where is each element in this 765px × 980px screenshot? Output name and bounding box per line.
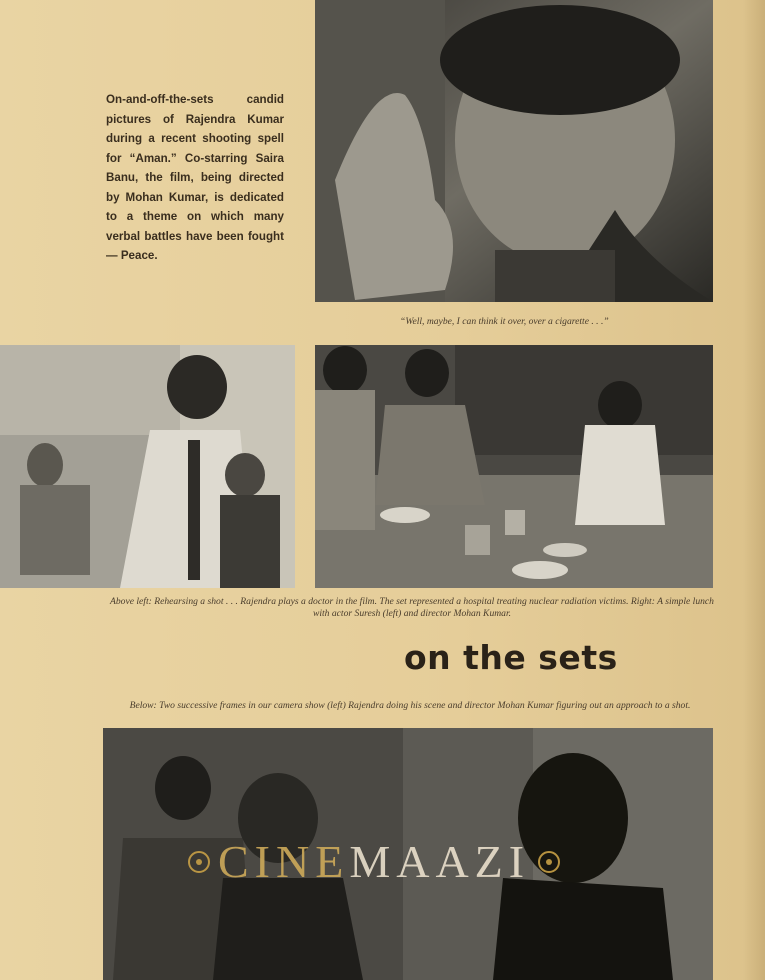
watermark-logo xyxy=(180,835,590,888)
intro-paragraph: On-and-off-the-sets candid pictures of Rajendra Kumar during a recent shooting spell for “Aman.” Co-starring Saira Banu, the film, being directed by Mohan Kumar, is dedicated to a theme on which many verbal battles have been fought — Peace. xyxy=(106,93,284,262)
watermark-maazi: MAAZI xyxy=(349,836,531,887)
film-reel-icon xyxy=(188,851,210,873)
caption-top: “Well, maybe, I can think it over, over a cigarette . . .” xyxy=(400,316,609,327)
caption-middle: Above left: Rehearsing a shot . . . Rajendra plays a doctor in the film. The set represented a hospital treating nuclear radiation victims. Right: A simple lunch with actor Suresh (left) and director Mohan Kumar. xyxy=(110,596,714,619)
photo-closeup-cigarette xyxy=(315,0,713,302)
film-reel-icon-right xyxy=(538,851,560,873)
watermark-cine: CINE xyxy=(218,836,350,887)
photo-lunch-scene xyxy=(315,345,713,588)
caption-bottom: Below: Two successive frames in our camera show (left) Rajendra doing his scene and director Mohan Kumar figuring out an approach to a shot. xyxy=(129,700,691,711)
photo-rehearsing-hospital xyxy=(0,345,295,588)
page-edge-shadow xyxy=(743,0,765,980)
headline: on the sets xyxy=(404,638,618,677)
